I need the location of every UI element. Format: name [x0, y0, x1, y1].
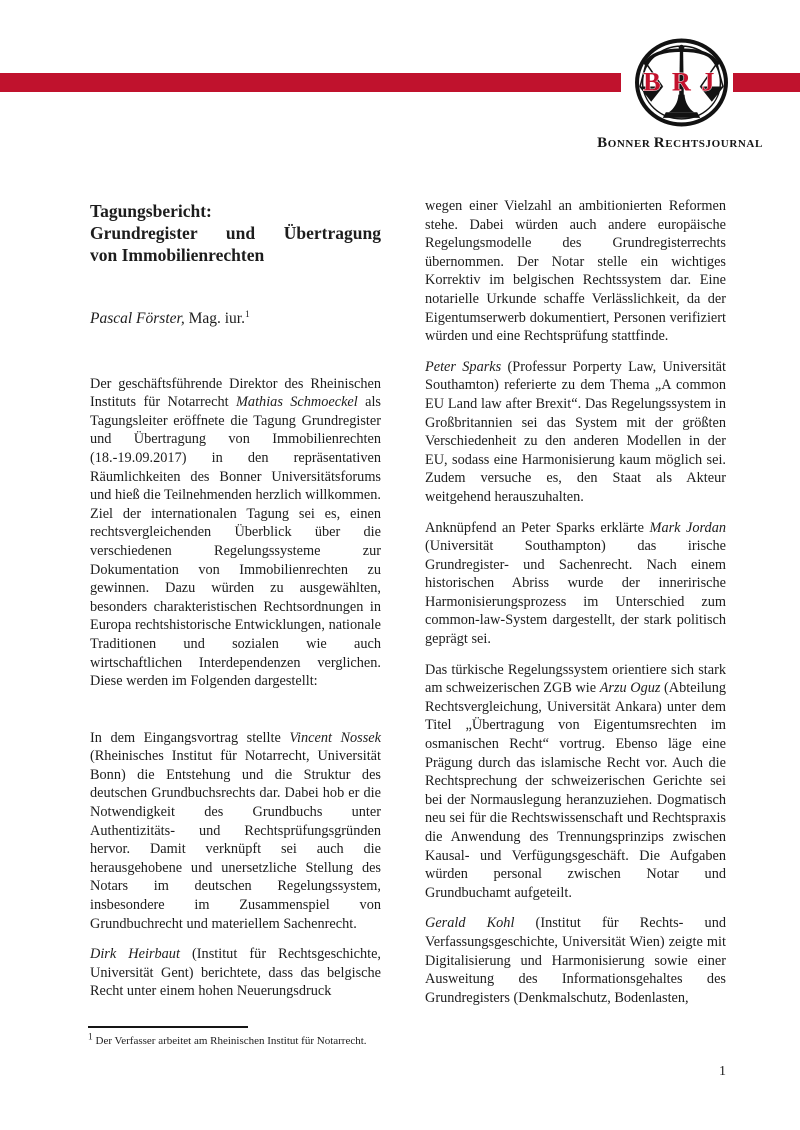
paragraph-text: Das türkische Regelungssystem orientiere sich stark am schweizerischen ZGB wie	[425, 661, 726, 697]
brj-logo	[634, 38, 729, 128]
article-title	[90, 200, 381, 266]
footnote-rule	[88, 1026, 248, 1028]
title-line: Grundregister und Übertragung	[90, 223, 381, 243]
paragraph-text: (Rheinisches Institut für Notarrecht, Universität Bonn) die Entstehung und die Struktur des deutschen Grundbuchsrechts dar. Dabei hob er die Notwendigkeit des Grundbuchs unter Authentizitäts- und Rechtsprüfungsgründen hervor. Damit verknüpft sei auch die herausgehobene und unersetzliche Stellung des Notars im deutschen Regelungssystem, insbesondere im Zusammenspiel von Grundbuchrecht und materiellem Sachenrecht.	[90, 748, 381, 932]
page-number: 1	[719, 1064, 726, 1079]
paragraph	[90, 729, 381, 934]
paragraph	[425, 197, 726, 346]
paragraph-text: wegen einer Vielzahl an ambitionierten Reformen stehe. Dabei würden auch andere europäische Regelungsmodelle des Grundregisterrechts übernommen. Der Notar stelle ein wichtiges Korrektiv im belgischen Rechtssystem dar. Eine notarielle Urkunde schaffe Verlässlichkeit, da der Eigentumserwerb dokumentiert, Personen verifiziert würden und eine Rechtsprüfung stattfinde.	[425, 198, 726, 345]
right-column-paragraphs	[425, 197, 726, 1007]
paragraph-text: Der geschäftsführende Direktor des Rheinischen Instituts für Notarrecht	[90, 375, 381, 411]
header-red-bar-left	[0, 73, 621, 92]
paragraph	[90, 945, 381, 1001]
speaker-name: Gerald Kohl	[425, 915, 515, 932]
brand-word2-initial: R	[653, 135, 666, 151]
speaker-name: Mark Jordan	[649, 519, 726, 536]
paragraph-text: (Institut für Rechts- und Verfassungsgeschichte, Universität Wien) zeigte mit Digitalisierung und Harmonisierung sowie einer Ausweitung des Informationsgehaltes des Grundregisters (Denkmalschutz, Bodenlasten,	[425, 915, 726, 1006]
paragraph	[425, 661, 726, 903]
speaker-name: Vincent Nossek	[289, 729, 381, 746]
left-column	[90, 200, 381, 1013]
left-column-paragraphs	[90, 375, 381, 1001]
speaker-name: Arzu Oguz	[599, 680, 661, 697]
author-suffix: Mag. iur.	[184, 310, 245, 327]
title-line: Tagungsbericht:	[90, 201, 212, 221]
logo-letter-r: R	[671, 67, 691, 97]
footnote-text: Der Verfasser arbeitet am Rheinischen Institut für Notarrecht.	[95, 1035, 367, 1047]
paragraph-text: (Institut für Rechtsgeschichte, Universität Gent) berichtete, dass das belgische Recht unter einem hohen Neuerungsdruck	[90, 946, 381, 1000]
paragraph	[425, 914, 726, 1007]
paragraph-text: (Universität Southampton) das irische Grundregister- und Sachenrecht. Nach einem historischen Abriss wurde der innerirische Harmonisierungsprozess im Unterschied zum common-law-System dargestellt, der stark politisch geprägt sei.	[425, 538, 726, 648]
right-column	[425, 197, 726, 1019]
footnote-marker: 1	[88, 1032, 93, 1043]
speaker-name: Peter Sparks	[425, 358, 502, 375]
paragraph-text: Anknüpfend an Peter Sparks erklärte	[425, 519, 650, 536]
brand-word1-rest: ONNER	[607, 138, 651, 150]
paragraph-text: In dem Eingangsvortrag stellte	[90, 729, 290, 746]
paragraph-text: als Tagungsleiter eröffnete die Tagung Grundregister und Übertragung von Immobilienrechten (18.-19.09.2017) in den repräsentativen Räumlichkeiten des Bonner Universitätsforums und hieß die Teilnehmenden herzlich willkommen. Ziel der internationalen Tagung sei es, einen rechtsvergleichenden Überblick über die verschiedenen Regelungssysteme zur Dokumentation von Immobilienrechten zu gewinnen. Dazu würden zu ausgewählten, besonders charakteristischen Rechtsordnungen in Europa rechtshistorische Entwicklungen, nationale Traditionen und sozialen wie auch wirtschaftlichen Interdependenzen verglichen. Diese werden im Folgenden dargestellt:	[90, 394, 381, 690]
footnote-block	[88, 1026, 458, 1048]
brand-word2-rest: ECHTSJOURNAL	[665, 138, 763, 150]
brand-word1-initial: B	[597, 135, 608, 151]
logo-letter-j: J	[701, 67, 715, 97]
paragraph	[90, 375, 381, 691]
journal-brand	[555, 134, 800, 152]
author-line	[90, 310, 381, 329]
paragraph	[425, 358, 726, 507]
title-line: von Immobilienrechten	[90, 245, 265, 265]
author-footnote-ref: 1	[245, 309, 250, 320]
speaker-name: Dirk Heirbaut	[90, 946, 180, 963]
logo-letter-b: B	[643, 67, 661, 97]
author-name: Pascal Förster,	[90, 310, 185, 327]
paragraph-text: (Abteilung Rechtsvergleichung, Universität Ankara) unter dem Titel „Übertragung von Eigentumsrechten im osmanischen Recht“ vortrug. Ebenso läge eine Prägung durch das islamische Recht vor. Auch die Rechtsprechung der schweizerischen Gerichte sei bei der Normauslegung heranzuziehen. Dogmatisch neu sei für die Rechtswissenschaft und Rechtspraxis die Anwendung des Trennungsprinzips zwischen Kausal- und Verfügungsgeschäft. Die Aufgaben würden personal zwischen Notar und Grundbuchamt aufgeteilt.	[425, 680, 726, 901]
paragraph-text: (Professur Porperty Law, Universität Southamton) referierte zu dem Thema „A common EU Land law after Brexit“. Das Regelungssystem in Großbritannien sei das System mit der größten Verschiedenheit zu den anderen Modellen in der EU, sodass eine Harmonisierung kaum möglich sei. Zudem versuche es, den Staat als Akteur weitgehend herauszuhalten.	[425, 358, 726, 505]
paragraph	[425, 519, 726, 649]
logo-letters	[643, 68, 714, 97]
header-red-bar-right	[733, 73, 800, 92]
footnote-text-line	[88, 1034, 458, 1048]
speaker-name: Mathias Schmoeckel	[236, 394, 358, 411]
